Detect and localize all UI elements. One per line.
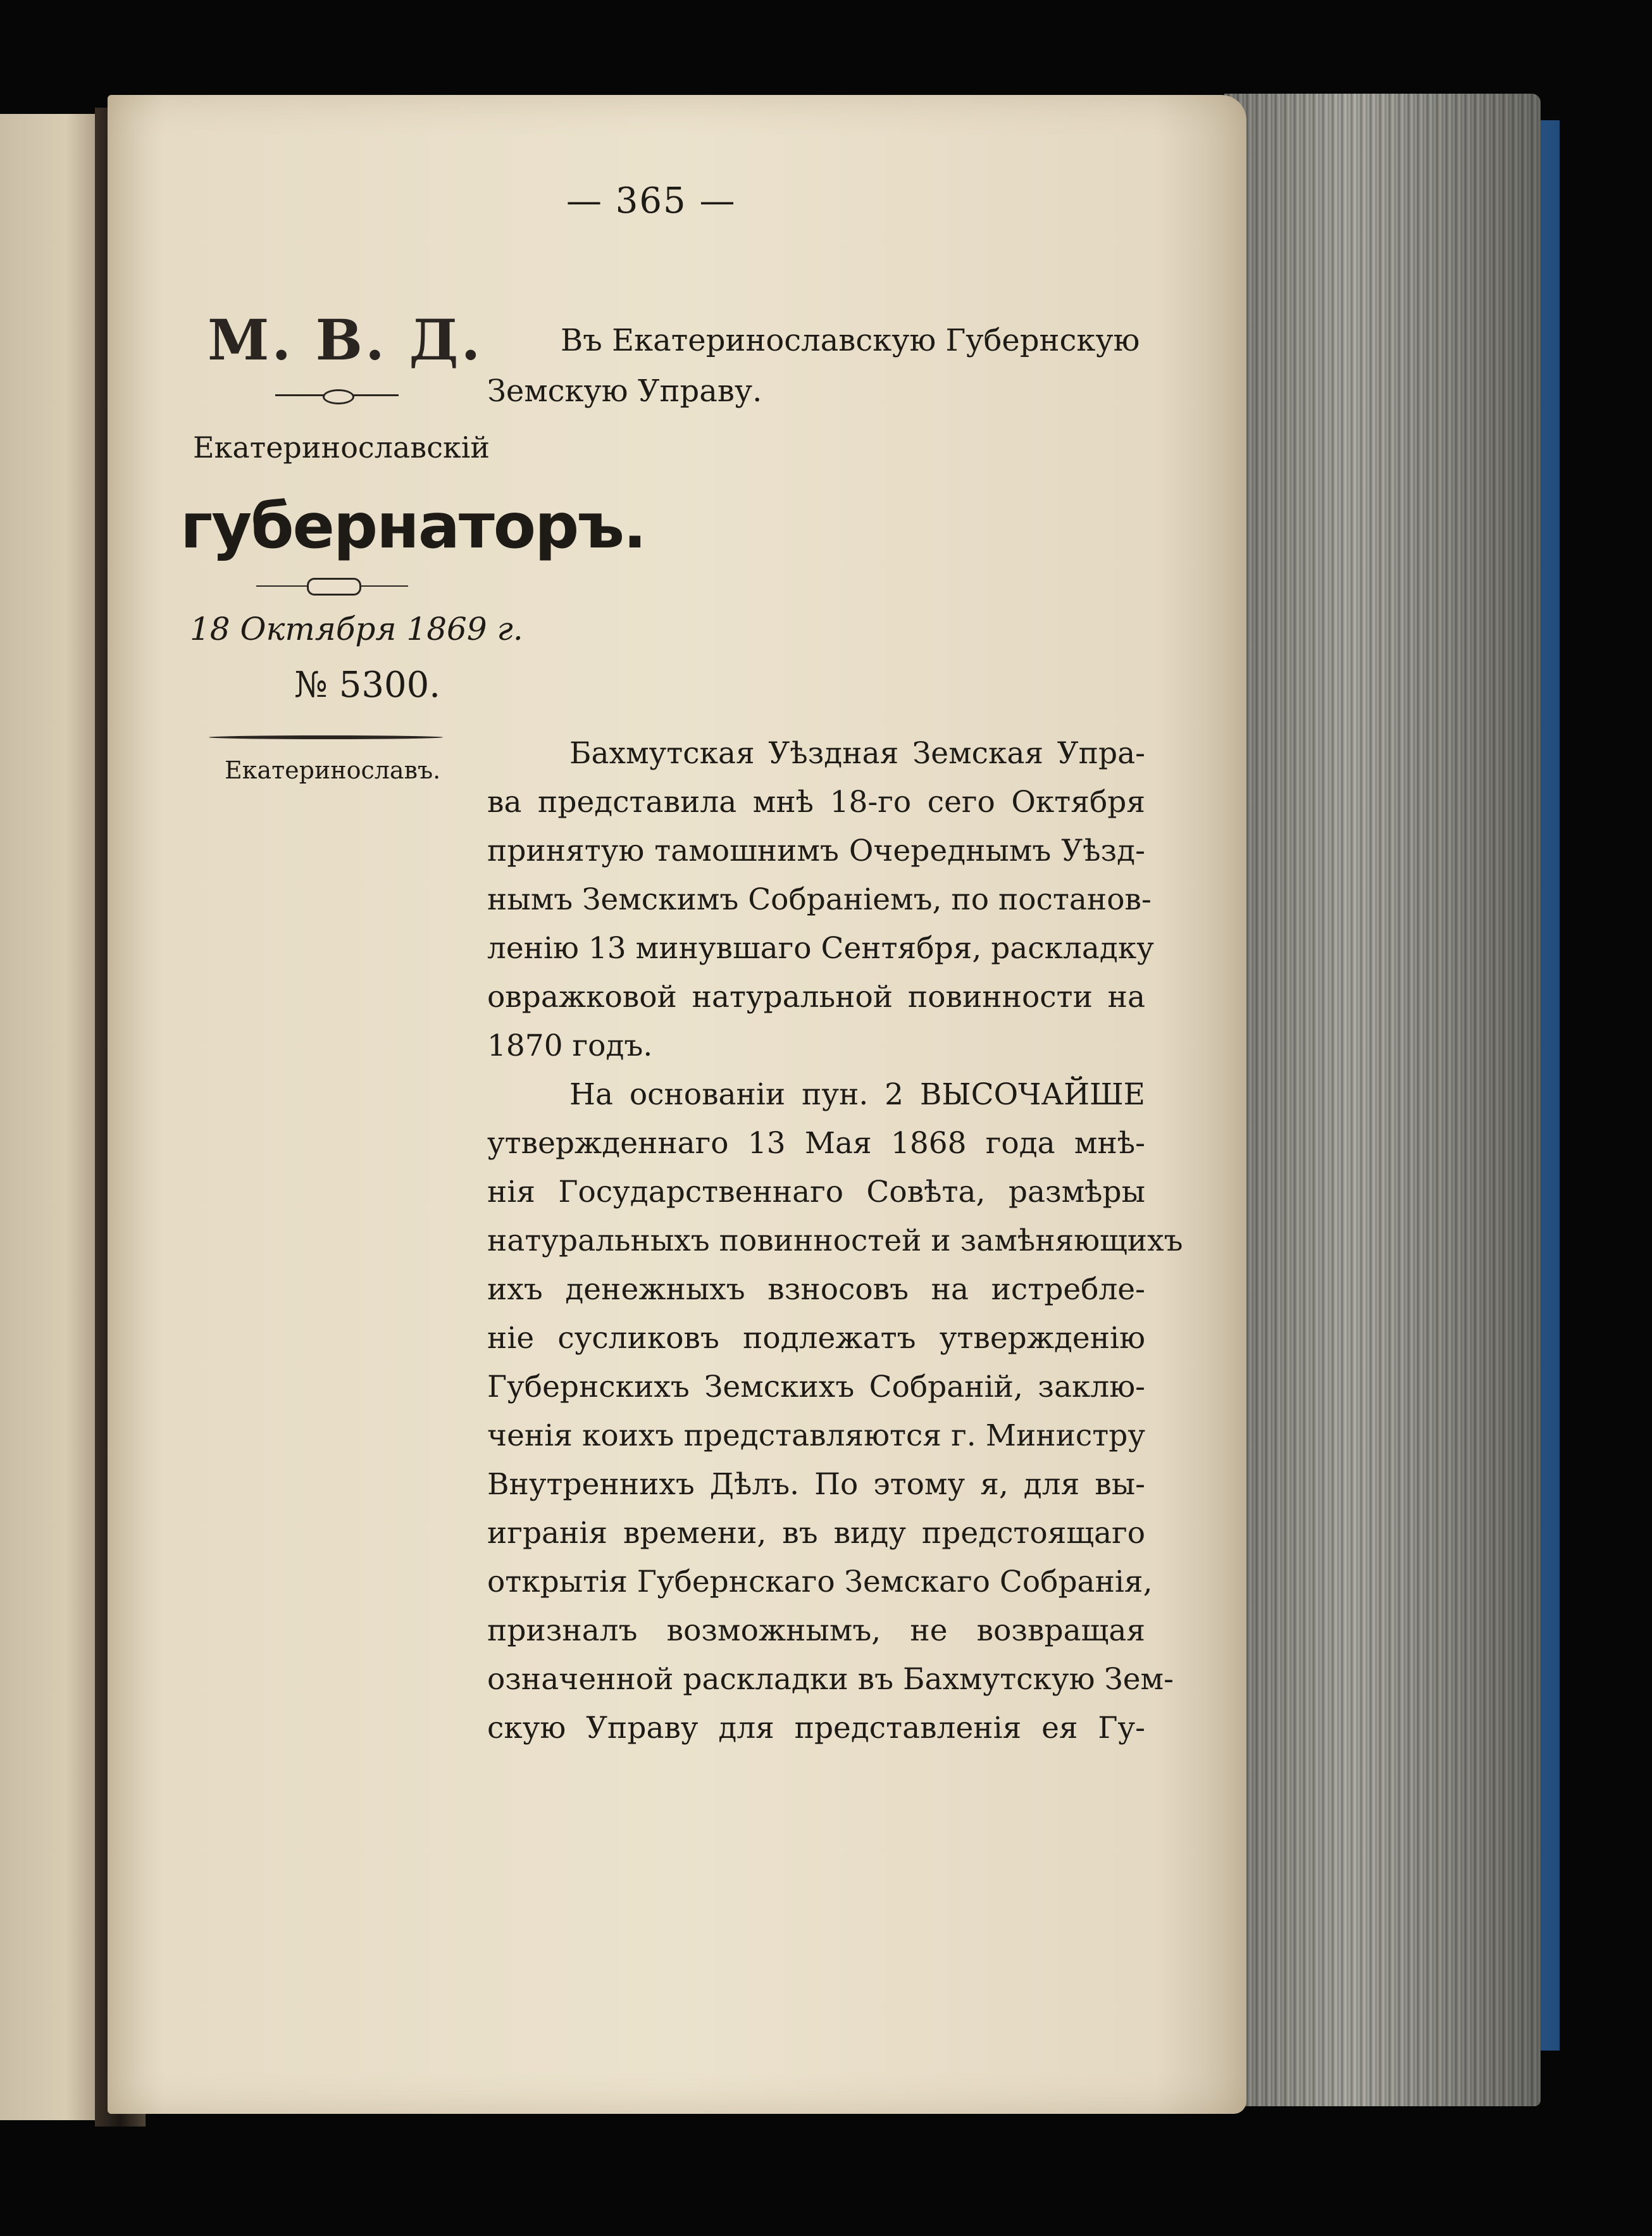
document-number: № 5300. xyxy=(294,665,441,706)
addressee-line: Въ Екатеринославскую Губернскую xyxy=(561,323,1140,358)
body-line: нія Государственнаго Совѣта, размѣры xyxy=(487,1175,1145,1209)
body-line: Бахмутская Уѣздная Земская Упра- xyxy=(569,736,1145,771)
body-line: овражковой натуральной повинности на xyxy=(487,980,1145,1015)
addressee-line: Земскую Управу. xyxy=(487,373,762,409)
document-date: 18 Октября 1869 г. xyxy=(190,611,523,647)
body-line: принятую тамошнимъ Очереднымъ Уѣзд- xyxy=(487,834,1145,868)
ornament-knot xyxy=(307,578,361,596)
ornament-swell-rule xyxy=(209,735,443,739)
body-text xyxy=(487,729,1183,1752)
body-line: Губернскихъ Земскихъ Собраній, заклю- xyxy=(487,1370,1145,1404)
document-place: Екатеринославъ. xyxy=(225,756,441,784)
page-number: — 365 — xyxy=(566,180,736,222)
body-line: ихъ денежныхъ взносовъ на истребле- xyxy=(487,1272,1145,1307)
body-line: ченія коихъ представляются г. Министру xyxy=(487,1418,1145,1453)
body-line: призналъ возможнымъ, не возвращая xyxy=(487,1613,1145,1648)
body-line: натуральныхъ повинностей и замѣняющихъ xyxy=(487,1223,1183,1258)
body-line: ніе сусликовъ подлежатъ утвержденію xyxy=(487,1321,1145,1356)
body-line: означенной раскладки въ Бахмутскую Зем- xyxy=(487,1662,1174,1697)
ornament-dot xyxy=(323,389,354,404)
body-line: 1870 годъ. xyxy=(487,1028,653,1063)
ministry-heading: М. В. Д. xyxy=(208,307,483,373)
body-line: Внутреннихъ Дѣлъ. По этому я, для вы- xyxy=(487,1467,1145,1502)
body-line: нымъ Земскимъ Собраніемъ, по постанов- xyxy=(487,882,1152,917)
governor-heading: губернаторъ. xyxy=(180,490,646,563)
body-line: утвержденнаго 13 Мая 1868 года мнѣ- xyxy=(487,1126,1145,1161)
body-line: скую Управу для представленія ея Гу- xyxy=(487,1711,1145,1746)
page-edges xyxy=(1224,94,1541,2106)
body-line: На основаніи пун. 2 ВЫСОЧАЙШЕ xyxy=(569,1077,1145,1112)
body-line: ва представила мнѣ 18-го сего Октября xyxy=(487,785,1145,820)
body-line: открытія Губернскаго Земскаго Собранія, xyxy=(487,1565,1153,1599)
body-line: ленію 13 минувшаго Сентября, раскладку xyxy=(487,931,1154,966)
body-line: игранія времени, въ виду предстоящаго xyxy=(487,1516,1145,1551)
official-title: Екатеринославскій xyxy=(193,430,490,465)
